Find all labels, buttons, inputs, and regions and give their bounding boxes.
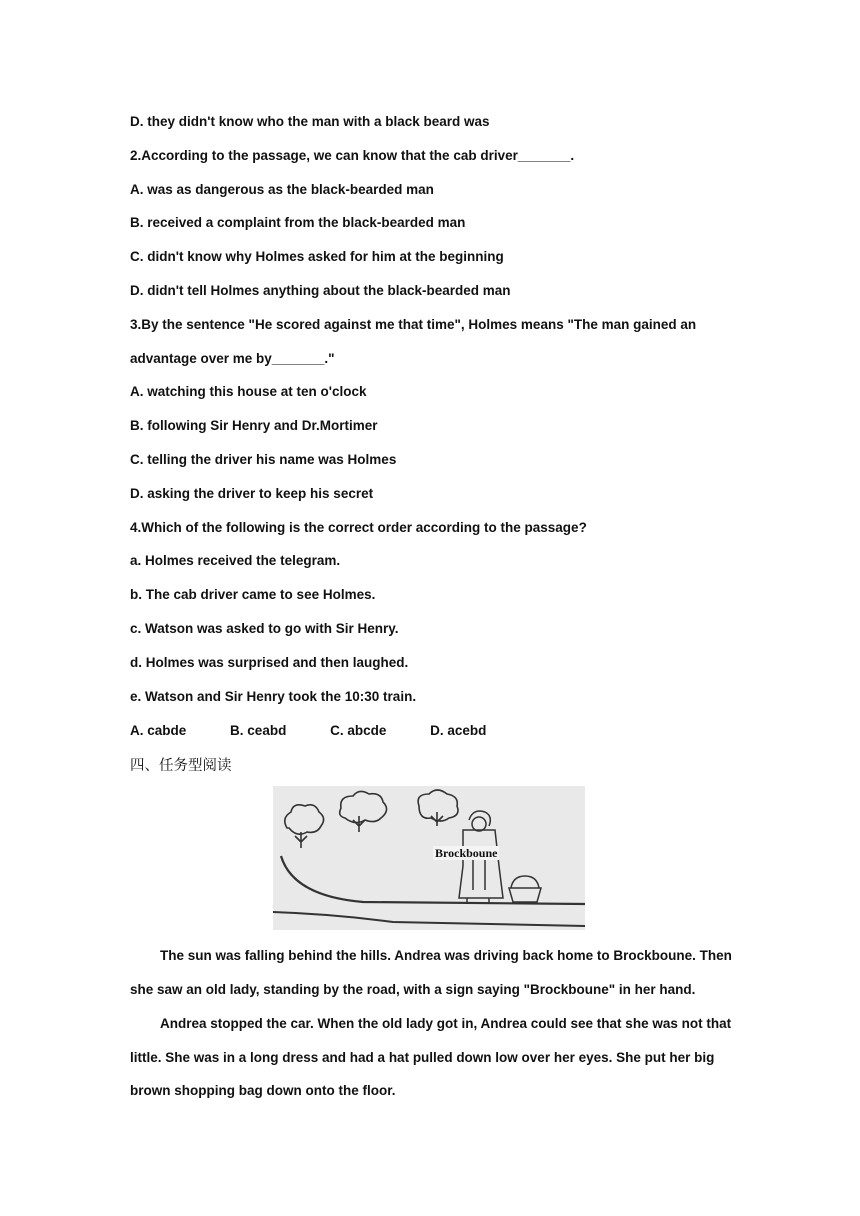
q1-option-d: D. they didn't know who the man with a black beard was bbox=[130, 114, 490, 129]
q2-option-a: A. was as dangerous as the black-bearded man bbox=[130, 182, 434, 197]
q3-option-a: A. watching this house at ten o'clock bbox=[130, 384, 367, 399]
q3-stem-line-2: advantage over me by_______." bbox=[130, 351, 335, 366]
tree-icon bbox=[418, 790, 458, 826]
q2-option-c: C. didn't know why Holmes asked for him at the beginning bbox=[130, 249, 504, 264]
q4-choice-d: D. acebd bbox=[430, 723, 487, 738]
q2-option-d: D. didn't tell Holmes anything about the black-bearded man bbox=[130, 283, 511, 298]
q4-item-d: d. Holmes was surprised and then laughed. bbox=[130, 655, 409, 670]
q4-choices bbox=[130, 722, 526, 740]
tree-icon bbox=[285, 805, 324, 848]
q4-choice-a: A. cabde bbox=[130, 723, 187, 738]
q3-stem-line-1: 3.By the sentence "He scored against me that time", Holmes means "The man gained an bbox=[130, 317, 697, 332]
q4-item-c: c. Watson was asked to go with Sir Henry. bbox=[130, 621, 399, 636]
q4-item-b: b. The cab driver came to see Holmes. bbox=[130, 587, 376, 602]
sketch-drawing bbox=[273, 786, 585, 930]
q4-item-e: e. Watson and Sir Henry took the 10:30 train. bbox=[130, 689, 417, 704]
q2-option-b: B. received a complaint from the black-bearded man bbox=[130, 215, 466, 230]
q4-choice-c: C. abcde bbox=[330, 723, 387, 738]
passage-p2-line-2: little. She was in a long dress and had a hat pulled down low over her eyes. She put her big bbox=[130, 1050, 715, 1065]
q3-option-b: B. following Sir Henry and Dr.Mortimer bbox=[130, 418, 378, 433]
q4-choice-b: B. ceabd bbox=[230, 723, 287, 738]
passage-p1-line-1: The sun was falling behind the hills. Andrea was driving back home to Brockboune. Then bbox=[160, 948, 732, 963]
q4-stem: 4.Which of the following is the correct order according to the passage? bbox=[130, 520, 587, 535]
q4-item-a: a. Holmes received the telegram. bbox=[130, 553, 341, 568]
q3-option-d: D. asking the driver to keep his secret bbox=[130, 486, 374, 501]
passage-p2-line-1: Andrea stopped the car. When the old lady got in, Andrea could see that she was not that bbox=[160, 1016, 732, 1031]
q3-option-c: C. telling the driver his name was Holmes bbox=[130, 452, 397, 467]
illustration bbox=[273, 786, 585, 930]
sign-label: Brockboune bbox=[435, 846, 498, 860]
tree-icon bbox=[340, 791, 387, 832]
passage-p2-line-3: brown shopping bag down onto the floor. bbox=[130, 1083, 396, 1098]
passage-p1-line-2: she saw an old lady, standing by the road, with a sign saying "Brockboune" in her hand. bbox=[130, 982, 696, 997]
q2-stem: 2.According to the passage, we can know that the cab driver_______. bbox=[130, 148, 575, 163]
basket-icon bbox=[509, 876, 541, 902]
section-heading: 四、任务型阅读 bbox=[130, 758, 232, 774]
